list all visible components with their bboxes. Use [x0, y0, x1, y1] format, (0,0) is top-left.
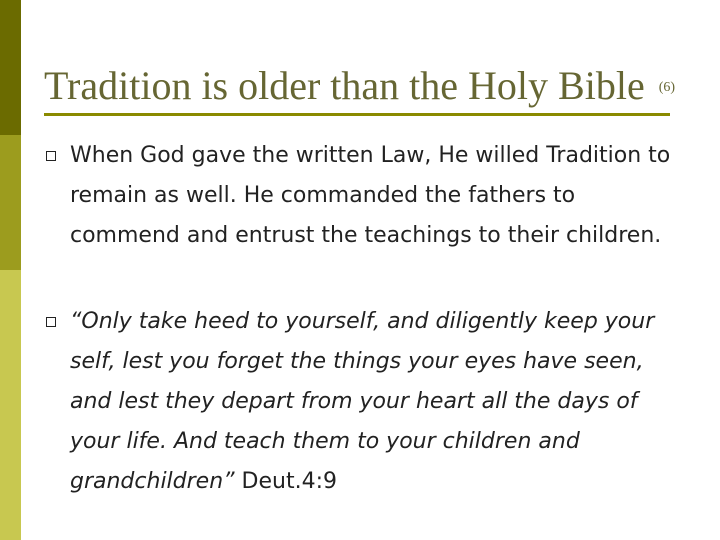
sidebar-band-dark — [0, 0, 21, 135]
sidebar-band-mid — [0, 135, 21, 270]
bullet-paragraph-2 — [70, 302, 680, 502]
sidebar-band-light — [0, 270, 21, 540]
slide-title-text: Tradition is older than the Holy Bible — [44, 63, 645, 108]
square-bullet-icon — [46, 317, 56, 327]
slide-title — [44, 62, 675, 110]
scripture-quote: “Only take heed to yourself, and diligently keep your self, lest you forget the things your eyes have seen, and lest they depart from your heart all the days of your life. And teach them to your children and grandchildren” — [70, 309, 655, 494]
bullet-paragraph-1 — [70, 136, 680, 256]
slide-number-note: (6) — [658, 80, 676, 95]
square-bullet-icon — [46, 151, 56, 161]
decorative-sidebar — [0, 0, 21, 540]
bullet-1-text: When God gave the written Law, He willed Tradition to remain as well. He commanded the fathers to commend and entrust the teachings to their children. — [70, 143, 671, 248]
scripture-reference: Deut.4:9 — [234, 469, 337, 494]
title-underline-divider — [44, 113, 670, 116]
